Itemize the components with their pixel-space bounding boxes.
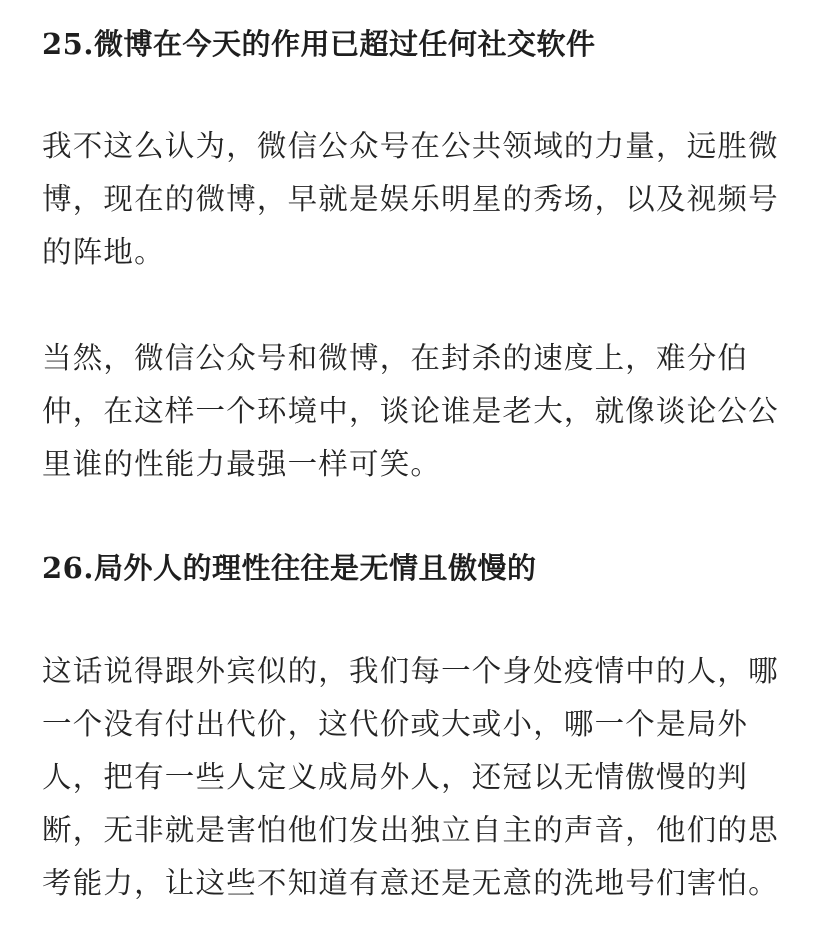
section-number: 25. xyxy=(42,27,94,61)
paragraph-line: 考能力，让这些不知道有意还是无意的洗地号们害怕。 xyxy=(42,866,779,900)
paragraph-line: 人，把有一些人定义成局外人，还冠以无情傲慢的判 xyxy=(42,760,749,794)
paragraph-line: 里谁的性能力最强一样可笑。 xyxy=(42,447,442,481)
paragraph xyxy=(42,332,802,491)
paragraph-line: 仲，在这样一个环境中，谈论谁是老大，就像谈论公公 xyxy=(42,394,779,428)
section-title: 微博在今天的作用已超过任何社交软件 xyxy=(93,27,596,61)
paragraph-line: 博，现在的微博，早就是娱乐明星的秀场，以及视频号 xyxy=(42,182,779,216)
paragraph xyxy=(42,120,802,279)
section-title: 局外人的理性往往是无情且傲慢的 xyxy=(93,551,537,585)
paragraph xyxy=(42,645,802,910)
section-heading-25 xyxy=(42,24,802,64)
paragraph-line: 断，无非就是害怕他们发出独立自主的声音，他们的思 xyxy=(42,813,779,847)
paragraph-line: 当然，微信公众号和微博，在封杀的速度上，难分伯 xyxy=(42,341,749,375)
section-number: 26. xyxy=(42,551,94,585)
paragraph-line: 这话说得跟外宾似的，我们每一个身处疫情中的人，哪 xyxy=(42,654,779,688)
paragraph-line: 一个没有付出代价，这代价或大或小，哪一个是局外 xyxy=(42,707,749,741)
section-heading-26 xyxy=(42,548,802,588)
paragraph-line: 我不这么认为，微信公众号在公共领域的力量，远胜微 xyxy=(42,129,779,163)
paragraph-line: 的阵地。 xyxy=(42,235,165,269)
